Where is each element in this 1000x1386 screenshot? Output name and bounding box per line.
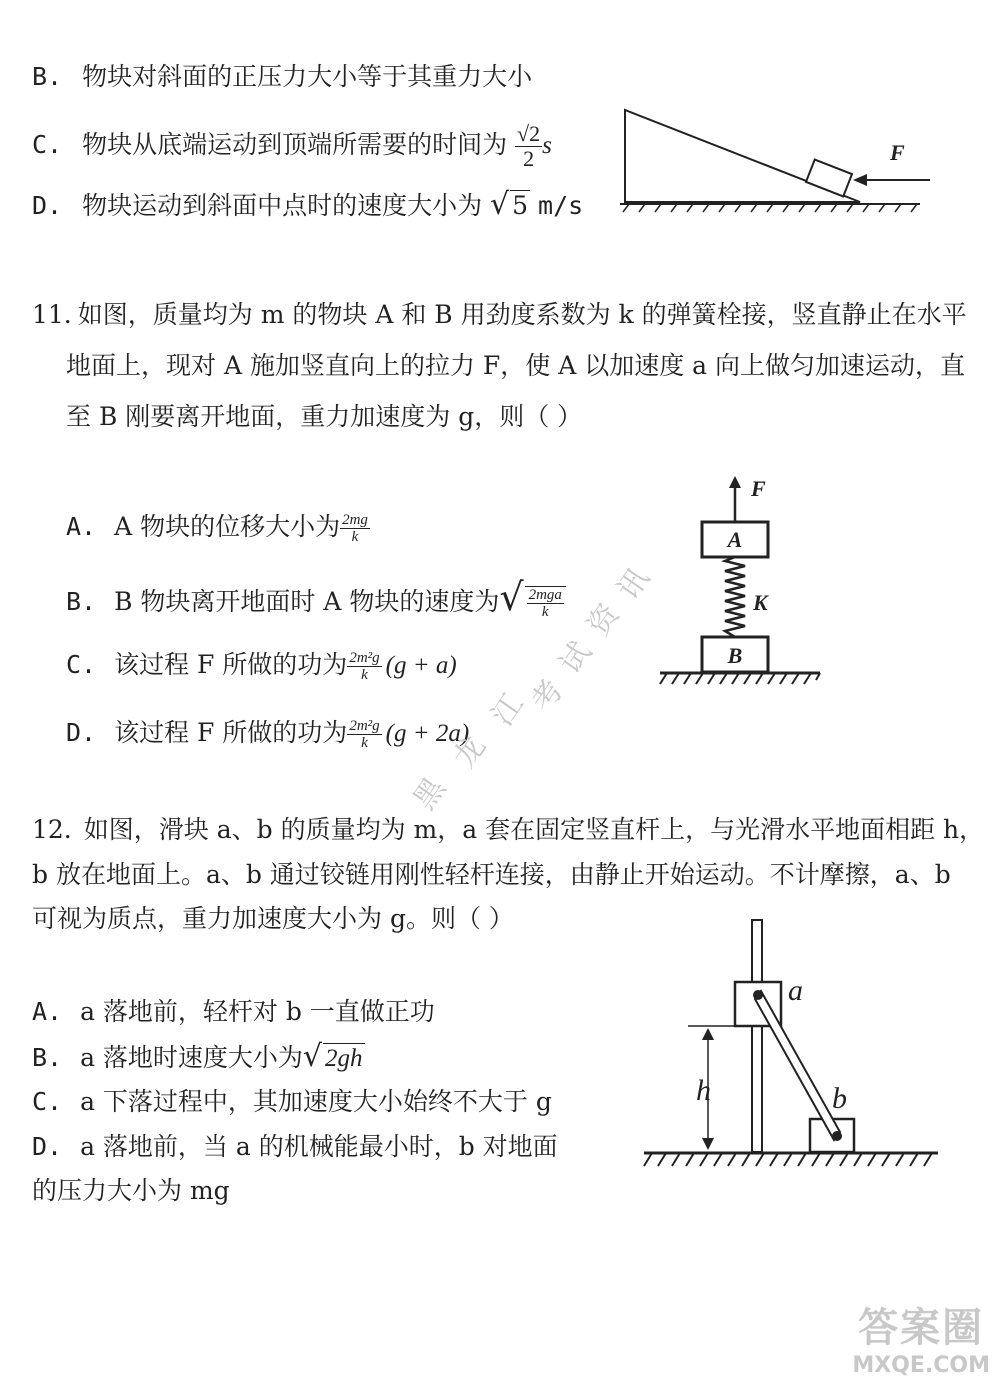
force-label: F — [890, 140, 905, 165]
option-text: 该过程 F 所做的功为 — [114, 650, 348, 679]
option-text: 物块从底端运动到顶端所需要的时间为 — [82, 130, 508, 159]
stem-text: 如图，质量均为 m 的物块 A 和 B 用劲度系数为 k 的弹簧栓接，竖直静止在水平 — [77, 300, 967, 329]
logo-title: 答案圈 — [858, 1305, 985, 1351]
question-number: 12. — [32, 815, 72, 844]
block — [806, 160, 852, 197]
option-text: 物块对斜面的正压力大小等于其重力大小 — [82, 62, 533, 91]
logo-url: MXQE.COM — [852, 1353, 990, 1378]
q11-stem-line3: 至 B 刚要离开地面，重力加速度为 g，则（ ） — [66, 402, 583, 431]
q10-option-d — [32, 187, 584, 222]
option-text: 该过程 F 所做的功为 — [114, 718, 348, 747]
block-b-label: B — [727, 643, 743, 668]
q11-stem-line1 — [32, 300, 967, 330]
site-logo — [852, 1296, 990, 1378]
q12-stem-line3: 可视为质点，重力加速度大小为 g。则（ ） — [32, 904, 514, 933]
radical-sign: √ — [499, 575, 524, 619]
question-number: 11. — [32, 300, 72, 329]
unit: m/s — [538, 191, 584, 220]
unit: s — [542, 132, 552, 159]
label-a: a — [788, 974, 803, 1007]
option-label: D. — [32, 191, 63, 220]
incline-figure — [615, 100, 935, 215]
watermark-char: 试 — [552, 635, 599, 681]
q12-option-c — [32, 1087, 552, 1117]
rod-slider-figure — [640, 918, 940, 1178]
option-label: B. — [32, 1043, 63, 1072]
block-a-label: A — [727, 527, 743, 552]
option-label: B. — [66, 587, 97, 616]
watermark-char: 黑 — [406, 771, 453, 817]
q12-option-d-continued: 的压力大小为 mg — [32, 1176, 230, 1205]
q11-option-a — [66, 512, 370, 545]
fraction — [340, 512, 370, 545]
radicand: 5 — [512, 191, 529, 220]
watermark-char: 考 — [524, 673, 571, 719]
arrowhead-icon — [853, 174, 867, 186]
option-label: A. — [32, 997, 63, 1026]
fraction-numerator: 2mg — [342, 512, 368, 528]
option-text: 物块运动到斜面中点时的速度大小为 — [82, 191, 483, 220]
fraction-denominator: 2 — [523, 146, 535, 171]
q12-option-d — [32, 1132, 558, 1162]
fraction-denominator: k — [351, 529, 359, 545]
fraction-denominator: k — [541, 604, 549, 620]
option-label: B. — [32, 62, 63, 91]
stem-text: 如图，滑块 a、b 的质量均为 m，a 套在固定竖直杆上，与光滑水平地面相距 h， — [83, 815, 985, 844]
fraction-numerator: √2 — [517, 121, 541, 146]
expression-tail: (g + a) — [385, 652, 457, 679]
q12-option-b — [32, 1039, 365, 1074]
expression-tail: (g + 2a) — [385, 720, 470, 747]
label-b: b — [832, 1082, 847, 1115]
option-label: A. — [66, 512, 97, 541]
fraction — [515, 122, 542, 171]
q12-stem-line2: b 放在地面上。a、b 通过铰链用刚性轻杆连接，由静止开始运动。不计摩擦，a、b — [32, 860, 951, 889]
force-label: F — [751, 476, 766, 501]
option-text: a 落地前，轻杆对 b 一直做正功 — [80, 997, 435, 1026]
fraction — [347, 650, 381, 683]
q10-option-c — [32, 122, 552, 171]
radicand: 2gh — [325, 1045, 363, 1072]
radical-sign: √ — [490, 187, 510, 222]
q10-option-b — [32, 62, 532, 92]
watermark-char: 龙 — [446, 729, 493, 775]
vertical-pole — [752, 920, 762, 1152]
spring-label: K — [753, 590, 768, 615]
hinge-b — [832, 1131, 842, 1141]
arrowhead-icon — [729, 476, 741, 488]
option-text: a 下落过程中，其加速度大小始终不大于 g — [80, 1087, 552, 1116]
fraction-denominator: k — [361, 735, 368, 751]
arrowhead-down-icon — [702, 1138, 714, 1150]
fraction-denominator: k — [361, 667, 368, 683]
option-text: B 物块离开地面时 A 物块的速度为 — [114, 587, 500, 616]
fraction-numerator: 2m²g — [349, 718, 380, 734]
q12-option-a — [32, 997, 435, 1027]
option-text: a 落地前，当 a 的机械能最小时，b 对地面 — [80, 1132, 558, 1161]
rigid-rod — [755, 991, 840, 1140]
option-label: C. — [66, 650, 97, 679]
option-label: C. — [32, 1087, 63, 1116]
arrowhead-up-icon — [702, 1028, 714, 1040]
option-label: C. — [32, 130, 63, 159]
watermark-char: 资 — [580, 597, 627, 643]
fraction-numerator: 2m²g — [349, 650, 380, 666]
fraction-numerator: 2mga — [528, 587, 562, 603]
spring — [725, 557, 745, 637]
fraction — [347, 718, 381, 751]
option-text: a 落地时速度大小为 — [80, 1043, 303, 1072]
watermark-char: 讯 — [610, 561, 657, 607]
watermark — [390, 560, 690, 860]
radical-sign: √ — [302, 1039, 323, 1074]
option-label: D. — [32, 1132, 63, 1161]
option-label: D. — [66, 718, 97, 747]
hinge-a — [753, 990, 763, 1000]
option-text: A 物块的位移大小为 — [114, 512, 341, 541]
label-h: h — [696, 1074, 711, 1107]
watermark-char: 江 — [484, 687, 531, 733]
q11-stem-line2: 地面上，现对 A 施加竖直向上的拉力 F，使 A 以加速度 a 向上做匀加速运动，直 — [66, 351, 965, 380]
